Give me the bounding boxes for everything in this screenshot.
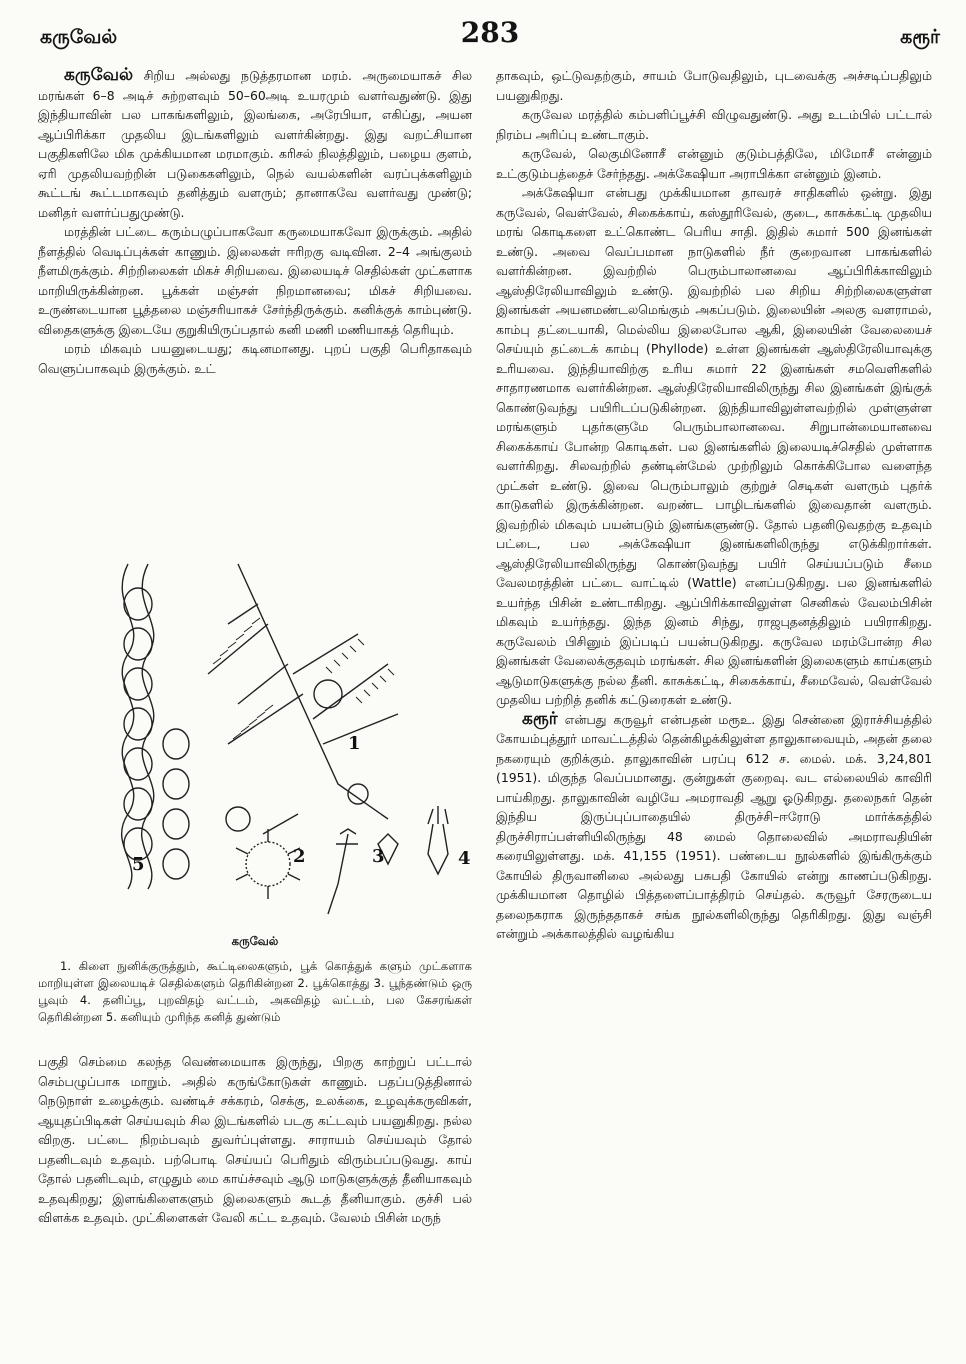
- seed-pod-drawing: [122, 564, 189, 889]
- entry-headword: கரூர்: [522, 708, 558, 729]
- paragraph: மரத்தின் பட்டை கரும்பழுப்பாகவோ கருமையாகவோ இருக்கும். அதில் நீளத்தில் வெடிப்புக்கள் காணும். இலைகள் ஈரிறகு வடிவின. 2–4 அங்குலம் நீளமிருக்கும். சிற்றிலைகள் மிகச் சிறியவை. இலையடிச் செதில்கள் முட்களாக மாறியிருக்கின்றன. பூக்கள் மஞ்சள் நிறமானவை; மிகச் சிறியவை. உருண்டையான பூத்தலை மஞ்சரியாகச் சேர்ந்திருக்கும். கனிக்குக் காம்புண்டு. விதைகளுக்கு இடையே குறுகியிருப்பதால் கனி மணி மணியாகத் தெரியும்.: [38, 224, 472, 337]
- flower-stalk-drawing: [328, 829, 398, 914]
- paragraph: [38, 66, 472, 222]
- running-head-left: கருவேல்: [40, 26, 118, 48]
- paragraph: கருவேல், லெகுமினோசீ என்னும் குடும்பத்திலே, மிமோசீ என்னும் உட்குடும்பத்தைச் சேர்ந்தது. அக்கேஷியா அராபிக்கா என்னும் இனம்.: [496, 146, 932, 181]
- figure-caption: [38, 958, 472, 1026]
- paragraph: பகுதி செம்மை கலந்த வெண்மையாக இருந்து, பிறகு காற்றுப் பட்டால் செம்பழுப்பாக மாறும். அதில் கருங்கோடுகள் காணும். பதப்படுத்தினால் நெடுநாள் உழைக்கும். வண்டிச் சக்கரம், செக்கு, உலக்கை, உழவுக்கருவிகள், ஆயுதப்பிடிகள் செய்யவும் சில இடங்களில் படகு கட்டவும் பயனுகிறது. நல்ல விறகு. பட்டை நிறம்பவும் துவர்ப்புள்ளது. சாராயம் செய்யவும் தோல் பதனிடவும் உதவும். பற்பொடி செய்யப் பெரிதும் விரும்பப்படுவது. காய் தோல் பதனிடவும், எழுதும் மை காய்ச்சவும் ஆடு மாடுகளுக்குத் தீனியாகவும் உதவுகிறது; இளங்கிளைகளும் இலைகளும் கூடத் தீனியாகும். குச்சி பல் விளக்க உதவும். முட்கிளைகள் வேலி கட்ட உதவும். வேலம் பிசின் மருந்: [38, 1054, 472, 1225]
- figure-label: 2: [293, 846, 306, 867]
- botanical-illustration: [88, 544, 488, 924]
- flower-head-drawing: [236, 829, 300, 899]
- figure-label: 4: [458, 848, 471, 869]
- paragraph: கருவேல மரத்தில் கம்பளிப்பூச்சி விழுவதுண்டு. அது உடம்பில் பட்டால் நிரம்ப அரிப்பு உண்டாகும்.: [496, 107, 932, 142]
- page-number: 283: [460, 16, 520, 49]
- figure-title: கருவேல்: [231, 934, 279, 948]
- figure-label: 1: [348, 733, 361, 754]
- caption-text: 1. கிளை நுனிக்குருத்தும், கூட்டிலைகளும், பூக் கொத்துக் களும் முட்களாக மாறியுள்ள இலையடிச் செதில்களும் தெரிகின்றன 2. பூக்கொத்து 3. பூந்தண்டும் ஒரு பூவும் 4. தனிப்பூ, புறவிதழ் வட்டம், அகவிதழ் வட்டம், பல கேசரங்கள் தெரிகின்றன 5. கனியும் முரிந்த கனித் துண்டும்: [38, 959, 472, 1024]
- leafy-branch-drawing: [208, 564, 398, 834]
- paragraph: அக்கேஷியா என்பது முக்கியமான தாவரச் சாதிகளில் ஒன்று. இது கருவேல், வெள்வேல், சிகைக்காய், கஸ்தூரிவேல், குடை, காசுக்கட்டி முதலிய மரங் கொடிகளை உட்கொண்ட பெரிய சாதி. இதில் சுமார் 500 இனங்கள் உண்டு. அவை வெப்பமான நாடுகளில் நீர் குறைவான பாகங்களில் வளர்கின்றன. இவற்றில் பெரும்பாலானவை ஆப்பிரிக்காவிலும் ஆஸ்திரேலியாவிலும் உண்டு. இவற்றில் பல சிறிய சிற்றிலைகளுள்ள இனங்கள் அயனமண்டலமெங்கும் அகப்படும். இலையின் அலகு வளராமல், காம்பு தட்டையாகி, மெல்லிய இலைபோல ஆகி, இலையின் வேலையைச் செய்யும் தட்டைக் காம்பு (Phyllode) உள்ள இனங்கள் ஆஸ்திரேலியாவுக்கு உரியவை. இந்தியாவிற்கு உரிய சுமார் 22 இனங்கள் சமவெளிகளில் சாதாரணமாக வளர்கின்றன. ஆஸ்திரேலியாவிலிருந்து சில இனங்கள் இங்குக் கொண்டுவந்து பயிரிடப்படுகின்றன. இந்தியாவிலுள்ளவற்றில் முள்ளுள்ள மரங்களும் புதர்களுமே பெரும்பாலானவை. சிறுபான்மையானவை சிகைக்காய் போன்ற கொடிகள். பல இனங்களில் இலையடிச்செதில் முள்ளாக வளர்கிறது. சிலவற்றில் தண்டின்மேல் முற்றிலும் கொக்கிபோல வளைந்த முட்கள் உண்டு. இவை பெரும்பாலும் குற்றுச் செடிகள் வளரும் புதர்க் காடுகளில் இருக்கின்றன. வறண்ட பாழிடங்களில் இவைதான் வளரும். இவற்றில் மிகவும் பயன்படும் இனங்களுண்டு. தோல் பதனிடுவதற்கு உதவும் பட்டை, பல அக்கேஷியா இனங்களிலிருந்து எடுக்கிறார்கள். ஆஸ்திரேலியாவிலிருந்து கொண்டுவந்து பயிர் செய்யப்படும் சீமை வேலமரத்தின் பட்டை வாட்டில் (Wattle) எனப்படுகிறது. பல இனங்களில் உயர்ந்த பிசின் உண்டாகிறது. ஆப்பிரிக்காவிலுள்ள செனிகல் வேலம்பிசின் மிகவும் உயர்ந்தது. இந்த இனம் சிந்து, ராஜபுதனத்திலும் பயிராகிறது. கருவேலம் பிசினும் இப்படிப் பயன்படுகிறது. கருவேல மரம்போன்ற சில இனங்கள் வேலைக்குதவும் மரங்கள். சில இனங்களின் இலைகளும் காய்களும் ஆடுமாடுகளுக்கு நல்ல தீனி. காசுக்கட்டி, சிகைக்காய், சீமைவேல், வெள்வேல் முதலிய பற்றித் தனிக் கட்டுரைகள் உண்டு.: [496, 185, 932, 707]
- left-column-top: [38, 66, 472, 536]
- paragraph-text: என்பது கருவூர் என்பதன் மரூஉ. இது சென்னை இராச்சியத்தில் கோயம்புத்தூர் மாவட்டத்தில் தென்கிழக்கிலுள்ள தாலுகாவையும், அதன் தலை நகரையும் குறிக்கும். தாலுகாவின் பரப்பு 612 ச. மைல். மக். 3,24,801 (1951). மிகுந்த வெப்பமானது. குன்றுகள் குறைவு. வட எல்லையில் காவிரி பாய்கிறது. தாலுகாவின் வழியே அமராவதி ஆறு ஓடுகிறது. தலைநகர் தென் இந்திய இருப்புப்பாதையில் திருச்சி–ஈரோடு மார்க்கத்தில் திருச்சிராப்பள்ளியிலிருந்து 48 மைல் தொலைவில் அமராவதியின் கரையிலுள்ளது. மக். 41,155 (1951). பண்டைய நூல்களில் இங்கிருக்கும் கோயில் திருவானிலை அல்லது பசுபதி கோயில் என்று காணப்படுகிறது. முக்கியமான தொழில் பித்தளைப்பாத்திரம் செய்தல். கருவூர் சேரருடைய தலைநகராக இருந்ததாகச் சங்க நூல்களிலிருந்து தெரிகிறது. இது வஞ்சி என்றும் அக்காலத்தில் வழங்கிய: [496, 711, 932, 941]
- left-column-bottom: [38, 1052, 472, 1358]
- entry-headword: கருவேல்: [64, 66, 134, 85]
- figure-label: 3: [372, 846, 385, 867]
- paragraph-text: சிறிய அல்லது நடுத்தரமான மரம். அருமையாகச் சில மரங்கள் 6–8 அடிச் சுற்றளவும் 50–60அடி உயரமும் வளர்வதுண்டு. இது இந்தியாவின் பல பாகங்களிலும், இலங்கை, அரேபியா, எகிப்து, அயன ஆப்பிரிக்கா முதலிய இடங்களிலும் வளர்கின்றது. இது வறட்சியான பகுதிகளிலே மிக முக்கியமான மரமாகும். கரிசல் நிலத்திலும், பழைய குளம், ஏரி முதலியவற்றின் படுகைகளிலும், நெல் வயல்களின் வரப்புக்களிலும் கூட்டங் கூட்டமாகவும் தனித்தும் வளரும்; தானாகவே வளர்வது முண்டு; மனிதர் வளர்ப்பதுமுண்டு.: [38, 68, 472, 220]
- figure-label: 5: [132, 854, 145, 875]
- paragraph: மரம் மிகவும் பயனுடையது; கடினமானது. புறப் பகுதி பெரிதாகவும் வெளுப்பாகவும் இருக்கும். உட்: [38, 341, 472, 376]
- page-header: [40, 14, 940, 58]
- running-head-right: கரூர்: [900, 26, 940, 48]
- single-flower-drawing: [428, 806, 448, 874]
- paragraph: [496, 710, 932, 944]
- paragraph: தாகவும், ஒட்டுவதற்கும், சாயம் போடுவதிலும், புடவைக்கு அச்சடிப்பதிலும் பயனுகிறது.: [496, 68, 932, 103]
- acacia-drawing: [88, 544, 488, 924]
- right-column: [496, 66, 932, 1358]
